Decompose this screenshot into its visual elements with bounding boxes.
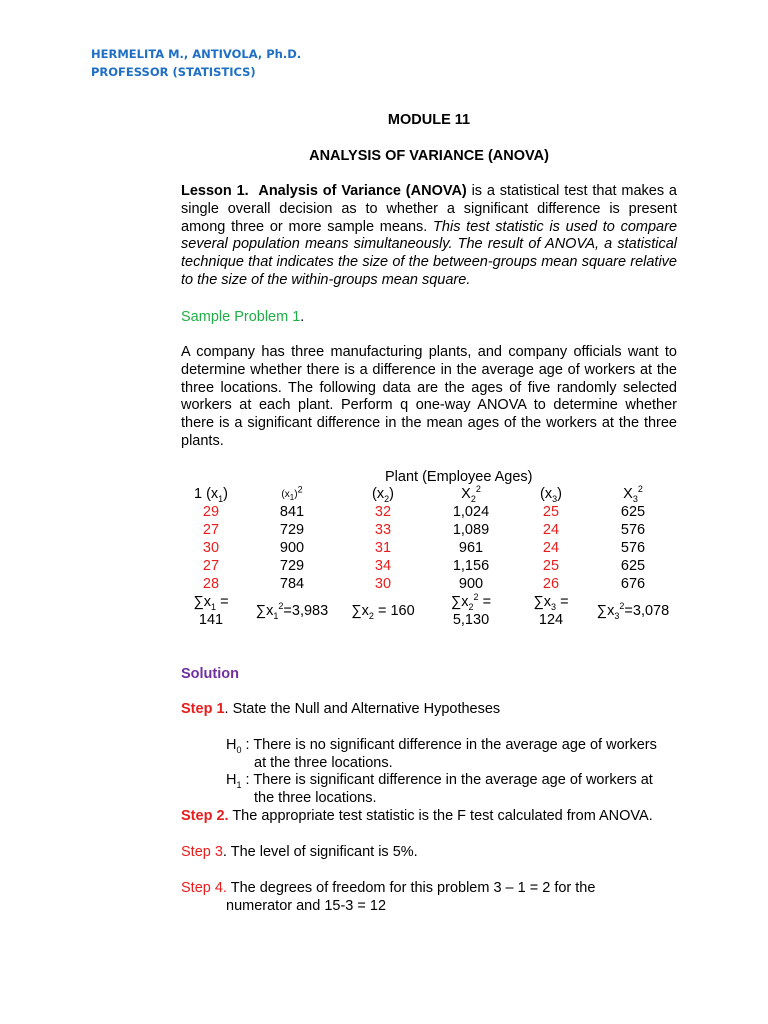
step-4 (181, 880, 677, 898)
header-x2: $(x_2)$ (372, 486, 394, 504)
cell-x2sq: 1,089 (452, 522, 490, 538)
cell-x2sq: 1,156 (452, 558, 490, 574)
sample-problem-label: Sample Problem 1 (181, 309, 301, 325)
cell-x3sq: 576 (620, 540, 646, 556)
cell-x2: 32 (374, 504, 392, 520)
null-hypothesis: $H_0$ : There is no significant difference in the average age of workers at the three locations. (226, 737, 657, 771)
lesson-label: Lesson 1. (181, 183, 249, 199)
module-title: ANALYSIS OF VARIANCE (ANOVA) (309, 148, 549, 164)
header-x2sq: $X_2^2$ (461, 484, 481, 504)
cell-x2sq: 961 (458, 540, 484, 556)
cell-x1: 30 (202, 540, 220, 556)
step-2 (181, 808, 677, 826)
header-x1: 1 $(x_1)$ (193, 486, 229, 504)
cell-x2: 33 (374, 522, 392, 538)
author-role: PROFESSOR (STATISTICS) (91, 65, 256, 79)
step-3-text: . The level of significant is 5%. (222, 844, 418, 860)
step-1-text: . State the Null and Alternative Hypotheses (224, 701, 501, 717)
cell-x2: 31 (374, 540, 392, 556)
cell-x1sq: 841 (279, 504, 305, 520)
cell-x3: 25 (542, 504, 560, 520)
step-3-label: Step 3 (181, 844, 223, 860)
cell-x3: 26 (542, 576, 560, 592)
alternative-hypothesis: $H_1$ : There is significant difference in the average age of workers at the three locations. (226, 772, 653, 806)
lesson-term: Analysis of Variance (ANOVA) (258, 183, 467, 199)
lesson-paragraph (181, 183, 677, 290)
cell-x3sq: 625 (620, 504, 646, 520)
sum-x1sq: $\sum x_1^2=3,983$ (255, 601, 329, 621)
cell-x3sq: 676 (620, 576, 646, 592)
sample-problem-heading (181, 309, 677, 327)
sum-x1: $\sum x_1$ = 141 (193, 594, 229, 628)
step-1-label: Step 1 (181, 701, 225, 717)
cell-x1: 29 (202, 504, 220, 520)
cell-x2sq: 1,024 (452, 504, 490, 520)
sum-x3: $\sum x_3$ = 124 (533, 594, 569, 628)
header-x3sq: $X_3^2$ (623, 484, 643, 504)
module-number: MODULE 11 (387, 112, 471, 128)
cell-x3sq: 576 (620, 522, 646, 538)
cell-x1sq: 784 (279, 576, 305, 592)
cell-x2: 30 (374, 576, 392, 592)
cell-x1: 28 (202, 576, 220, 592)
step-4-continuation: numerator and 15-3 = 12 (226, 898, 387, 914)
sum-x2: $\sum x_2 = 160$ (351, 603, 415, 621)
step-4-label: Step 4. (181, 880, 227, 896)
cell-x1: 27 (202, 558, 220, 574)
cell-x3: 24 (542, 522, 560, 538)
header-x3: $(x_3)$ (540, 486, 562, 504)
cell-x1sq: 729 (279, 522, 305, 538)
cell-x1: 27 (202, 522, 220, 538)
step-3 (181, 844, 677, 862)
cell-x3: 24 (542, 540, 560, 556)
lesson-text: is a statistical test that makes a single overall decision as to whether a significant difference is present among three or more sample means. (181, 183, 677, 235)
sum-x3sq: $\sum x_3^2=3,078$ (596, 601, 670, 621)
step-2-text: The appropriate test statistic is the F test calculated from ANOVA. (228, 808, 653, 824)
lesson-italic: This test statistic is used to compare several population means simultaneously. The result of ANOVA, a statistical technique that indicates the size of the between-groups mean square relative to the size of the within-groups mean square. (181, 218, 678, 288)
step-1 (181, 701, 677, 719)
cell-x1sq: 729 (279, 558, 305, 574)
sum-x2sq: $\sum x_2^2$ = 5,130 (450, 592, 492, 628)
solution-heading: Solution (181, 666, 239, 682)
cell-x3: 25 (542, 558, 560, 574)
cell-x2sq: 900 (458, 576, 484, 592)
cell-x1sq: 900 (279, 540, 305, 556)
cell-x3sq: 625 (620, 558, 646, 574)
header-x1sq: $(x_1)^2$ (281, 484, 303, 502)
problem-paragraph: A company has three manufacturing plants, and company officials want to determine whether there is a difference in the average age of workers at the three locations. The following data are the ages of five randomly selected workers at each plant. Perform q one-way ANOVA to determine whether there is a significant difference in the mean ages of the workers at the three plants. (181, 344, 677, 449)
table-caption: Plant (Employee Ages) (385, 469, 533, 485)
sample-problem-period: . (300, 309, 305, 325)
author-name: HERMELITA M., ANTIVOLA, Ph.D. (91, 47, 302, 61)
step-4-text: The degrees of freedom for this problem 3 – 1 = 2 for the (226, 880, 596, 896)
cell-x2: 34 (374, 558, 392, 574)
step-2-label: Step 2. (181, 808, 229, 824)
